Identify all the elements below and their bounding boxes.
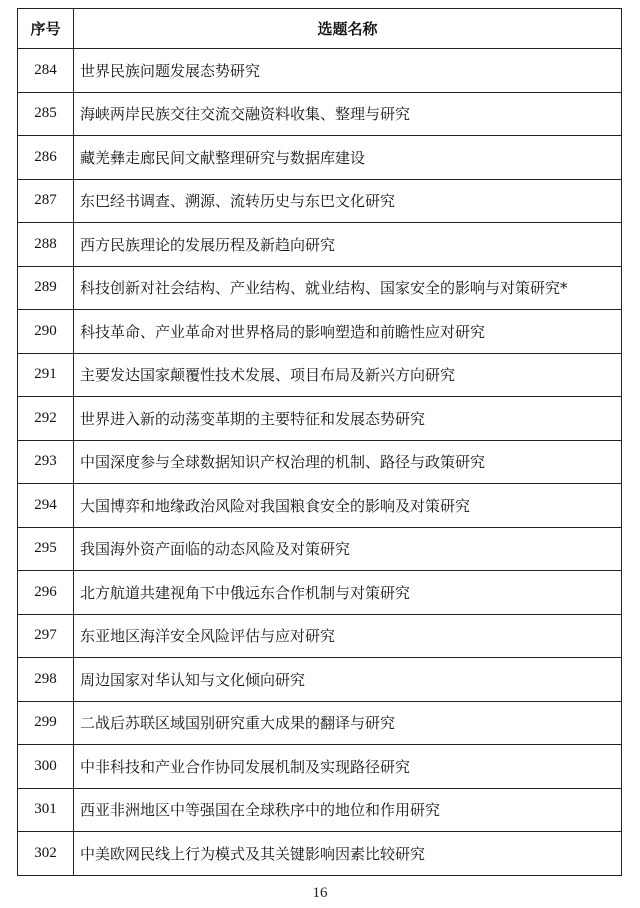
row-title: 世界进入新的动荡变革期的主要特征和发展态势研究 xyxy=(74,397,622,441)
header-number: 序号 xyxy=(18,9,74,49)
table-body xyxy=(18,49,622,876)
row-title: 大国博弈和地缘政治风险对我国粮食安全的影响及对策研究 xyxy=(74,484,622,528)
row-number: 284 xyxy=(18,49,74,93)
table-row xyxy=(18,571,622,615)
topics-table xyxy=(17,8,622,876)
row-number: 293 xyxy=(18,440,74,484)
row-title: 中美欧网民线上行为模式及其关键影响因素比较研究 xyxy=(74,832,622,876)
row-number: 292 xyxy=(18,397,74,441)
row-title: 西亚非洲地区中等强国在全球秩序中的地位和作用研究 xyxy=(74,788,622,832)
table-row xyxy=(18,658,622,702)
row-title: 周边国家对华认知与文化倾向研究 xyxy=(74,658,622,702)
table-row xyxy=(18,788,622,832)
row-title: 海峡两岸民族交往交流交融资料收集、整理与研究 xyxy=(74,92,622,136)
table-row xyxy=(18,49,622,93)
row-title: 主要发达国家颠覆性技术发展、项目布局及新兴方向研究 xyxy=(74,353,622,397)
table-row xyxy=(18,223,622,267)
row-number: 289 xyxy=(18,266,74,310)
table-row xyxy=(18,397,622,441)
row-number: 295 xyxy=(18,527,74,571)
row-title: 我国海外资产面临的动态风险及对策研究 xyxy=(74,527,622,571)
row-number: 290 xyxy=(18,310,74,354)
row-title: 东亚地区海洋安全风险评估与应对研究 xyxy=(74,614,622,658)
row-title: 科技创新对社会结构、产业结构、就业结构、国家安全的影响与对策研究* xyxy=(74,266,622,310)
table-row xyxy=(18,266,622,310)
table-row xyxy=(18,310,622,354)
row-title: 中非科技和产业合作协同发展机制及实现路径研究 xyxy=(74,745,622,789)
table-row xyxy=(18,701,622,745)
row-number: 298 xyxy=(18,658,74,702)
table-row xyxy=(18,745,622,789)
row-title: 东巴经书调查、溯源、流转历史与东巴文化研究 xyxy=(74,179,622,223)
table-row xyxy=(18,832,622,876)
row-title: 二战后苏联区域国别研究重大成果的翻译与研究 xyxy=(74,701,622,745)
table-row xyxy=(18,136,622,180)
row-number: 285 xyxy=(18,92,74,136)
row-title: 科技革命、产业革命对世界格局的影响塑造和前瞻性应对研究 xyxy=(74,310,622,354)
row-number: 287 xyxy=(18,179,74,223)
row-number: 302 xyxy=(18,832,74,876)
table-row xyxy=(18,353,622,397)
table-row xyxy=(18,92,622,136)
row-title: 藏羌彝走廊民间文献整理研究与数据库建设 xyxy=(74,136,622,180)
header-title: 选题名称 xyxy=(74,9,622,49)
row-title: 西方民族理论的发展历程及新趋向研究 xyxy=(74,223,622,267)
row-title: 北方航道共建视角下中俄远东合作机制与对策研究 xyxy=(74,571,622,615)
row-title: 中国深度参与全球数据知识产权治理的机制、路径与政策研究 xyxy=(74,440,622,484)
row-number: 296 xyxy=(18,571,74,615)
row-number: 300 xyxy=(18,745,74,789)
table-header-row xyxy=(18,9,622,49)
row-number: 299 xyxy=(18,701,74,745)
page-number: 16 xyxy=(312,885,328,901)
table-row xyxy=(18,440,622,484)
table-row xyxy=(18,614,622,658)
row-number: 286 xyxy=(18,136,74,180)
table-row xyxy=(18,179,622,223)
row-title: 世界民族问题发展态势研究 xyxy=(74,49,622,93)
row-number: 291 xyxy=(18,353,74,397)
row-number: 288 xyxy=(18,223,74,267)
row-number: 297 xyxy=(18,614,74,658)
row-number: 301 xyxy=(18,788,74,832)
row-number: 294 xyxy=(18,484,74,528)
table-row xyxy=(18,484,622,528)
table-row xyxy=(18,527,622,571)
